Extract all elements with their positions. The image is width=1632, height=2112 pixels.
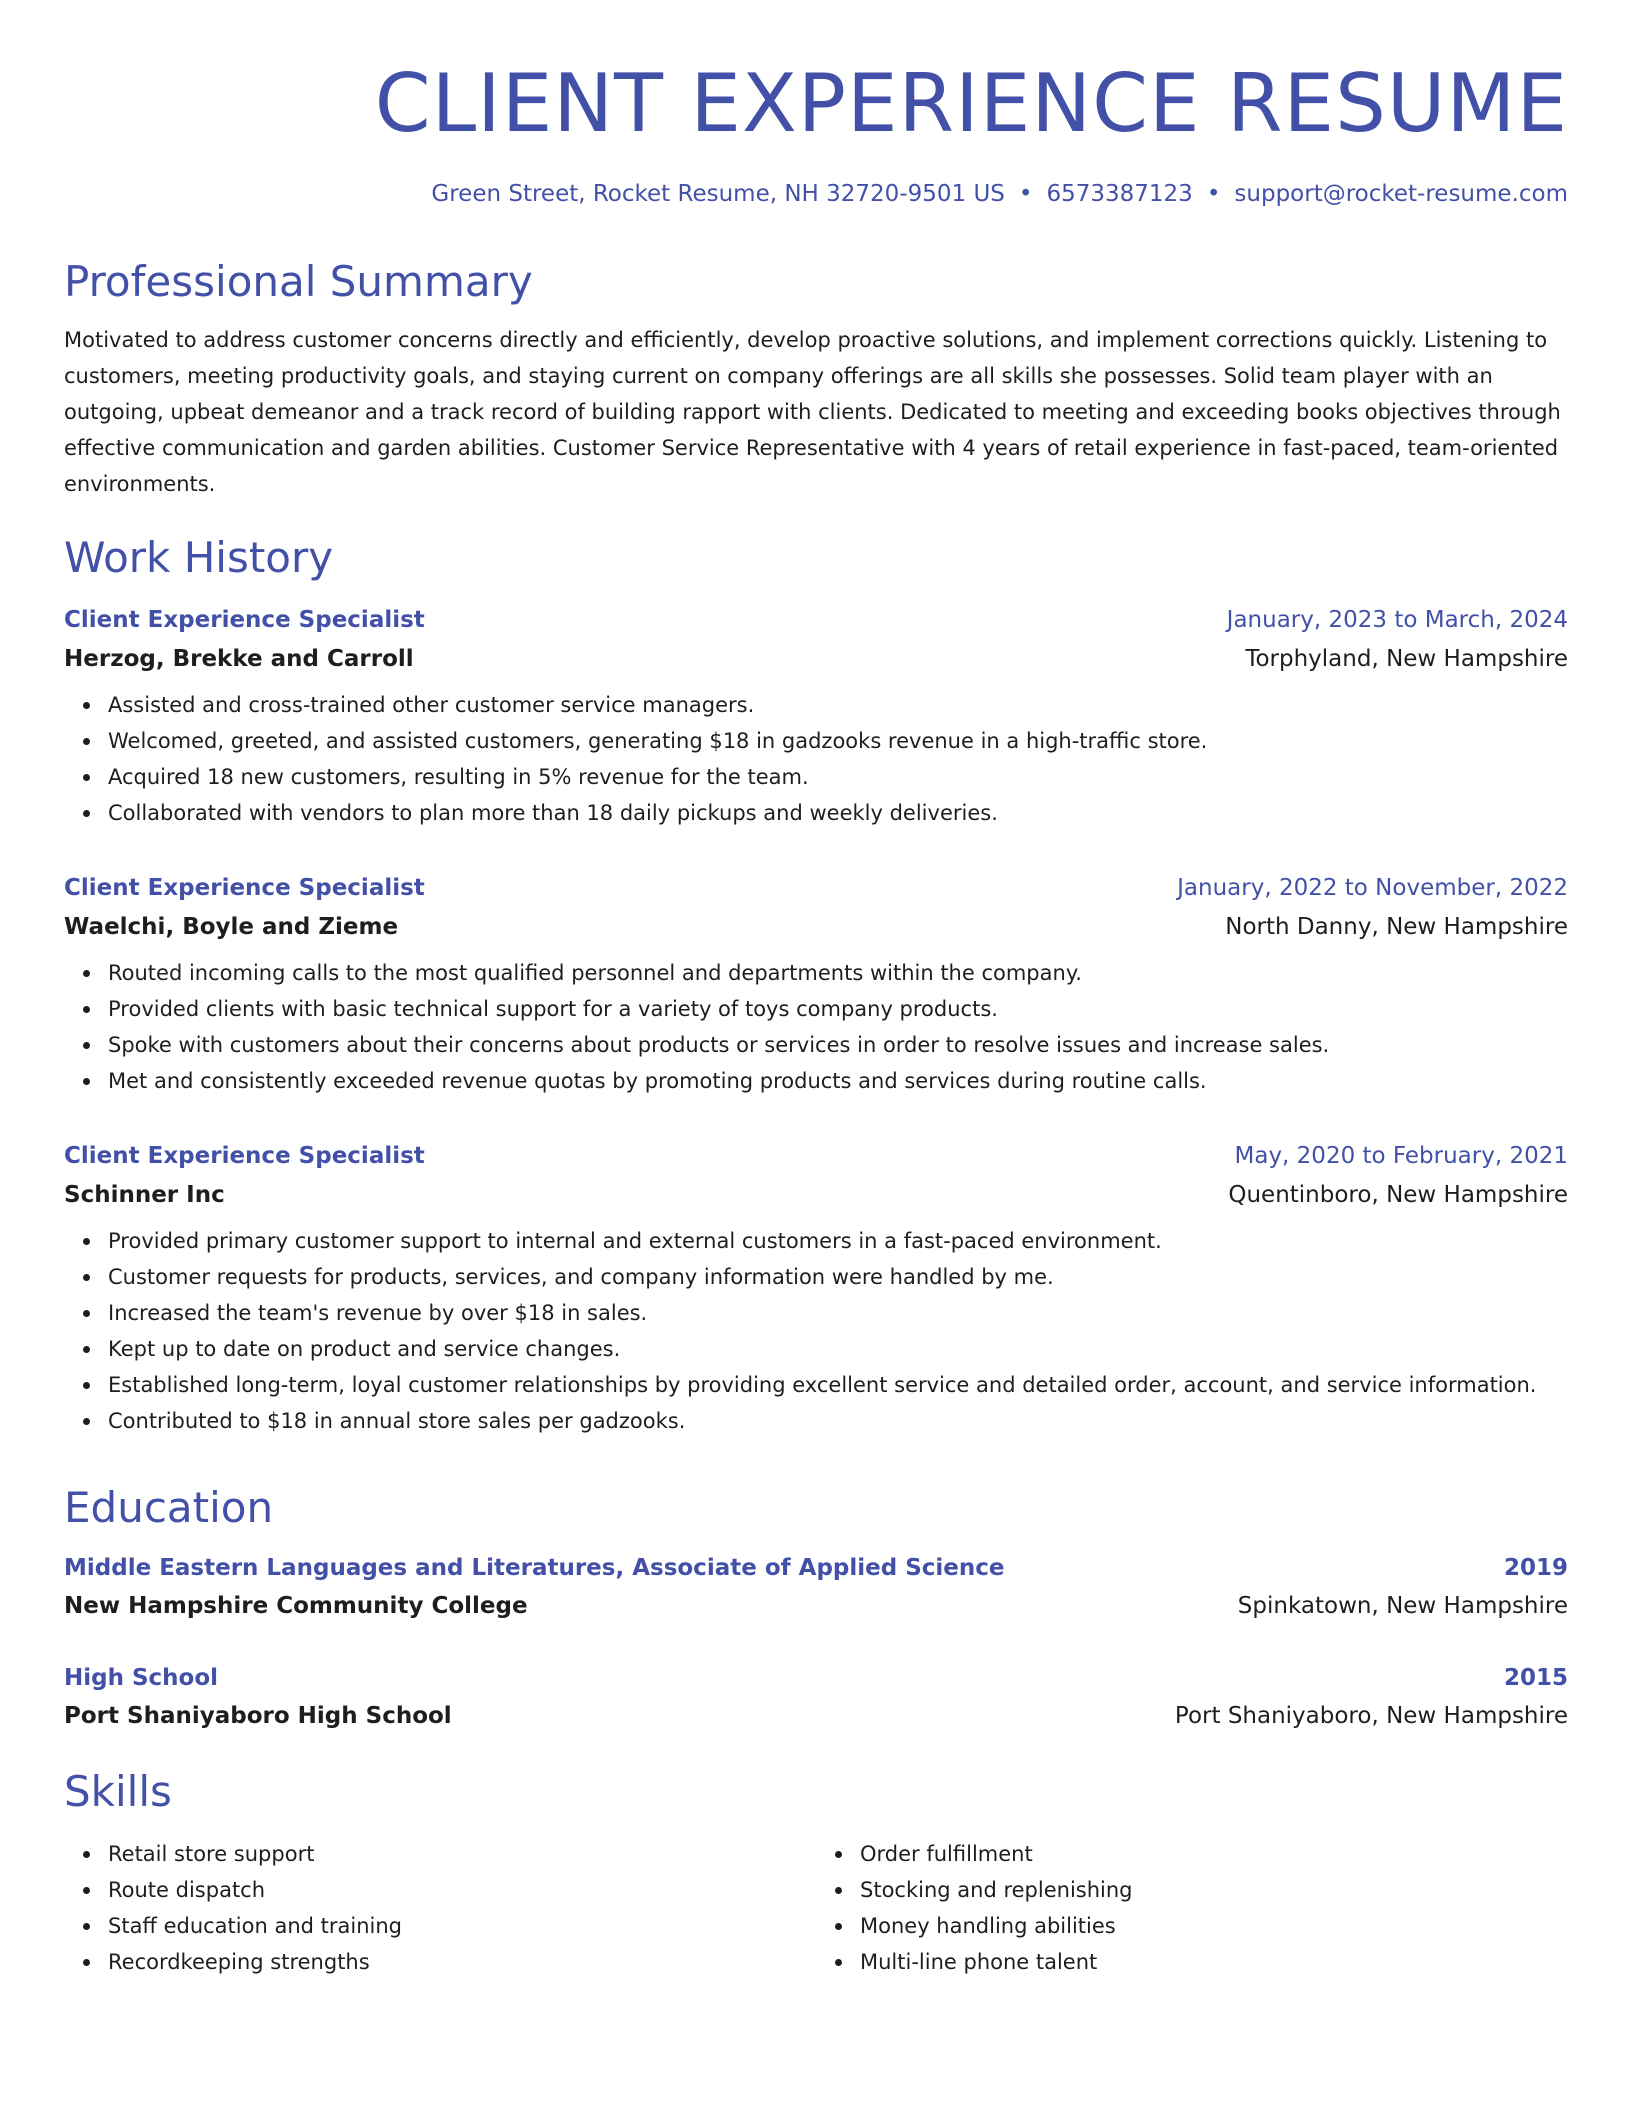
job-bullet: Welcomed, greeted, and assisted customers, generating $18 in gadzooks revenue in a high-traffic store. bbox=[108, 723, 1568, 759]
job-entry bbox=[64, 1140, 1568, 1439]
job-bullet: Provided primary customer support to internal and external customers in a fast-paced environment. bbox=[108, 1223, 1568, 1259]
skills-list-left bbox=[64, 1836, 816, 1980]
job-location: Quentinboro, New Hampshire bbox=[1228, 1182, 1568, 1208]
education-school: New Hampshire Community College bbox=[64, 1593, 528, 1619]
job-bullet: Contributed to $18 in annual store sales per gadzooks. bbox=[108, 1403, 1568, 1439]
job-location: North Danny, New Hampshire bbox=[1225, 914, 1568, 940]
job-bullet: Increased the team's revenue by over $18 in sales. bbox=[108, 1295, 1568, 1331]
education-year: 2019 bbox=[1503, 1555, 1568, 1581]
job-bullet: Provided clients with basic technical support for a variety of toys company products. bbox=[108, 991, 1568, 1027]
job-bullet: Collaborated with vendors to plan more than 18 daily pickups and weekly deliveries. bbox=[108, 795, 1568, 831]
skill-item: Stocking and replenishing bbox=[860, 1872, 1568, 1908]
education-entry bbox=[64, 1662, 1568, 1732]
job-bullet: Assisted and cross-trained other customer service managers. bbox=[108, 687, 1568, 723]
skills-list-right bbox=[816, 1836, 1568, 1980]
job-bullet: Met and consistently exceeded revenue quotas by promoting products and services during routine calls. bbox=[108, 1063, 1568, 1099]
job-title: Client Experience Specialist bbox=[64, 875, 425, 901]
job-bullet: Customer requests for products, services, and company information were handled by me. bbox=[108, 1259, 1568, 1295]
education-school: Port Shaniyaboro High School bbox=[64, 1703, 452, 1729]
job-bullet: Established long-term, loyal customer relationships by providing excellent service and detailed order, account, and service information. bbox=[108, 1367, 1568, 1403]
education-heading: Education bbox=[64, 1483, 274, 1532]
work-heading: Work History bbox=[64, 533, 334, 582]
job-title: Client Experience Specialist bbox=[64, 1143, 425, 1169]
education-location: Spinkatown, New Hampshire bbox=[1237, 1593, 1568, 1619]
contact-address: Green Street, Rocket Resume, NH 32720-9501 US bbox=[431, 181, 1005, 207]
skills-section bbox=[64, 1766, 1568, 1980]
job-bullets bbox=[64, 1223, 1568, 1439]
education-location: Port Shaniyaboro, New Hampshire bbox=[1174, 1703, 1568, 1729]
skill-item: Recordkeeping strengths bbox=[108, 1944, 816, 1980]
summary-heading: Professional Summary bbox=[64, 257, 533, 306]
skills-columns bbox=[64, 1836, 1568, 1980]
contact-line bbox=[431, 178, 1568, 210]
work-section bbox=[64, 532, 1568, 584]
contact-email[interactable]: support@rocket-resume.com bbox=[1234, 181, 1568, 207]
skill-item: Staff education and training bbox=[108, 1908, 816, 1944]
education-entry bbox=[64, 1552, 1568, 1622]
skills-heading: Skills bbox=[64, 1767, 172, 1816]
job-bullet: Kept up to date on product and service changes. bbox=[108, 1331, 1568, 1367]
job-bullet: Acquired 18 new customers, resulting in 5% revenue for the team. bbox=[108, 759, 1568, 795]
skill-item: Retail store support bbox=[108, 1836, 816, 1872]
summary-section bbox=[64, 256, 1568, 502]
contact-phone: 6573387123 bbox=[1046, 181, 1193, 207]
job-company: Herzog, Brekke and Carroll bbox=[64, 646, 414, 672]
skill-item: Route dispatch bbox=[108, 1872, 816, 1908]
job-company: Waelchi, Boyle and Zieme bbox=[64, 914, 399, 940]
education-year: 2015 bbox=[1503, 1665, 1568, 1691]
job-company: Schinner Inc bbox=[64, 1182, 225, 1208]
contact-separator: • bbox=[1018, 181, 1033, 207]
education-degree: High School bbox=[64, 1665, 219, 1691]
skill-item: Multi-line phone talent bbox=[860, 1944, 1568, 1980]
job-entry bbox=[64, 604, 1568, 831]
job-entry bbox=[64, 872, 1568, 1099]
job-bullets bbox=[64, 955, 1568, 1099]
skill-item: Order fulfillment bbox=[860, 1836, 1568, 1872]
job-bullet: Routed incoming calls to the most qualified personnel and departments within the company. bbox=[108, 955, 1568, 991]
job-title: Client Experience Specialist bbox=[64, 607, 425, 633]
job-location: Torphyland, New Hampshire bbox=[1245, 646, 1568, 672]
job-bullet: Spoke with customers about their concerns about products or services in order to resolve issues and increase sales. bbox=[108, 1027, 1568, 1063]
job-dates: May, 2020 to February, 2021 bbox=[1234, 1143, 1568, 1169]
contact-separator: • bbox=[1206, 181, 1221, 207]
resume-title: CLIENT EXPERIENCE RESUME bbox=[374, 57, 1568, 150]
summary-text: Motivated to address customer concerns directly and efficiently, develop proactive solutions, and implement corrections quickly. Listening to customers, meeting productivity goals, and staying current on company offerings are all skills she possesses. Solid team player with an outgoing, upbeat demeanor and a track record of building rapport with clients. Dedicated to meeting and exceeding books objectives through effective communication and garden abilities. Customer Service Representative with 4 years of retail experience in fast-paced, team-oriented environments. bbox=[64, 328, 1561, 496]
education-section bbox=[64, 1482, 1568, 1534]
skill-item: Money handling abilities bbox=[860, 1908, 1568, 1944]
job-bullets bbox=[64, 687, 1568, 831]
job-dates: January, 2023 to March, 2024 bbox=[1226, 607, 1568, 633]
job-dates: January, 2022 to November, 2022 bbox=[1177, 875, 1568, 901]
education-degree: Middle Eastern Languages and Literatures, Associate of Applied Science bbox=[64, 1555, 1005, 1581]
